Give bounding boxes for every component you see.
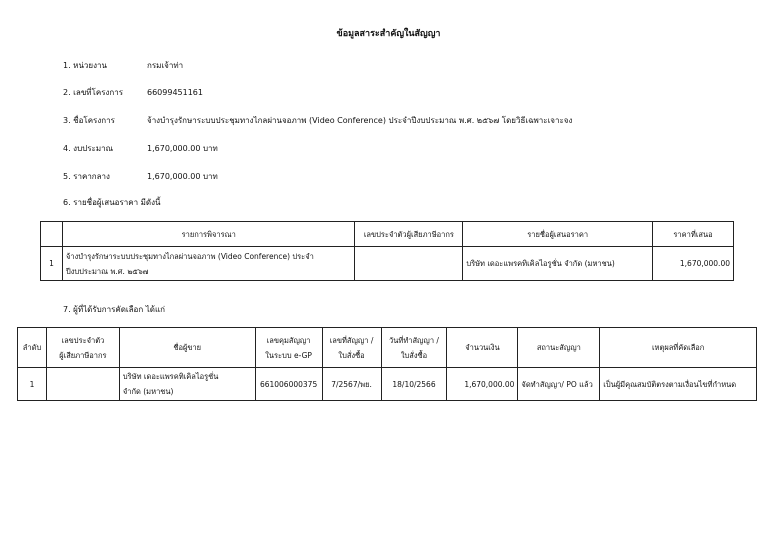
cell-bidder: บริษัท เดอะแพรคทิเคิลไอรูชั่น จำกัด (มหาชน): [463, 247, 653, 281]
field-value: 66099451161: [147, 88, 203, 97]
header-line: ผู้เสียภาษีอากร: [59, 350, 107, 360]
cell-price: 1,670,000.00: [653, 247, 734, 281]
cell-seller: [119, 368, 255, 401]
table-row: [18, 368, 757, 401]
cell-egp: 661006000375: [255, 368, 322, 401]
header-line: เลขที่สัญญา /: [329, 335, 374, 345]
field-agency: [63, 59, 183, 72]
cell-seller-line: บริษัท เดอะแพรคทิเคิลไอรูชั่น: [122, 372, 219, 381]
cell-item: [62, 247, 355, 281]
header-cell-item: รายการพิจารณา: [62, 222, 355, 247]
header-cell-reason: เหตุผลที่คัดเลือก: [600, 328, 757, 368]
table-header-row: [41, 222, 734, 247]
cell-tax-id: [355, 247, 463, 281]
field-label: 3. ชื่อโครงการ: [63, 116, 115, 125]
section6-heading: 6. รายชื่อผู้เสนอราคา มีดังนี้: [63, 198, 161, 207]
table-row: [41, 247, 734, 281]
header-cell-bidder: รายชื่อผู้เสนอราคา: [463, 222, 653, 247]
bidders-table: [40, 221, 734, 281]
cell-seller-line: จำกัด (มหาชน): [122, 387, 174, 396]
cell-item-line: จ้างบำรุงรักษาระบบประชุมทางไกลผ่านจอภาพ (Video Conference) ประจำ: [65, 251, 314, 261]
field-value: 1,670,000.00 บาท: [147, 172, 218, 181]
header-cell-no: ลำดับ: [18, 328, 47, 368]
header-line: เลขประจำตัว: [61, 335, 105, 345]
cell-no: 1: [41, 247, 63, 281]
header-line: ในระบบ e-GP: [265, 350, 312, 360]
header-cell-seller: ชื่อผู้ขาย: [119, 328, 255, 368]
cell-date: 18/10/2566: [381, 368, 447, 401]
header-cell-amount: จำนวนเงิน: [447, 328, 518, 368]
header-cell-tax-id: เลขประจำตัวผู้เสียภาษีอากร: [355, 222, 463, 247]
cell-reason: เป็นผู้มีคุณสมบัติตรงตามเงื่อนไขที่กำหนด: [600, 368, 757, 401]
field-value: 1,670,000.00 บาท: [147, 144, 218, 153]
header-cell-status: สถานะสัญญา: [518, 328, 600, 368]
cell-status: จัดทำสัญญา/ PO แล้ว: [518, 368, 600, 401]
header-cell-egp: [255, 328, 322, 368]
header-cell-date: [381, 328, 447, 368]
header-cell-tax-id: [46, 328, 119, 368]
header-cell-price: ราคาที่เสนอ: [653, 222, 734, 247]
header-cell-no: [41, 222, 63, 247]
field-label: 1. หน่วยงาน: [63, 61, 107, 70]
header-cell-contract: [322, 328, 381, 368]
field-project-name: [63, 114, 572, 127]
cell-tax-id: [46, 368, 119, 401]
field-label: 5. ราคากลาง: [63, 172, 110, 181]
field-label: 2. เลขที่โครงการ: [63, 88, 124, 97]
field-label: 4. งบประมาณ: [63, 144, 114, 153]
cell-no: 1: [18, 368, 47, 401]
header-line: ใบสั่งซื้อ: [338, 350, 365, 360]
cell-item-line: ปีงบประมาณ พ.ศ. ๒๕๖๗: [65, 266, 149, 276]
cell-contract: 7/2567/พย.: [322, 368, 381, 401]
cell-amount: 1,670,000.00: [447, 368, 518, 401]
field-budget: [63, 142, 218, 155]
field-project-number: [63, 86, 203, 99]
page-title: ข้อมูลสาระสำคัญในสัญญา: [336, 29, 441, 39]
field-value: จ้างบำรุงรักษาระบบประชุมทางไกลผ่านจอภาพ (Video Conference) ประจำปีงบประมาณ พ.ศ. ๒๕๖๗ โดยวิธีเฉพาะเจาะจง: [147, 116, 573, 125]
header-line: เลขคุมสัญญา: [266, 335, 311, 345]
header-line: ใบสั่งซื้อ: [400, 350, 428, 360]
selected-vendors-table: [17, 327, 757, 401]
table-header-row: [18, 328, 757, 368]
header-line: วันที่ทำสัญญา /: [389, 335, 439, 345]
field-median-price: [63, 170, 218, 183]
section7-heading: 7. ผู้ที่ได้รับการคัดเลือก ได้แก่: [63, 305, 165, 314]
field-value: กรมเจ้าท่า: [147, 61, 184, 70]
